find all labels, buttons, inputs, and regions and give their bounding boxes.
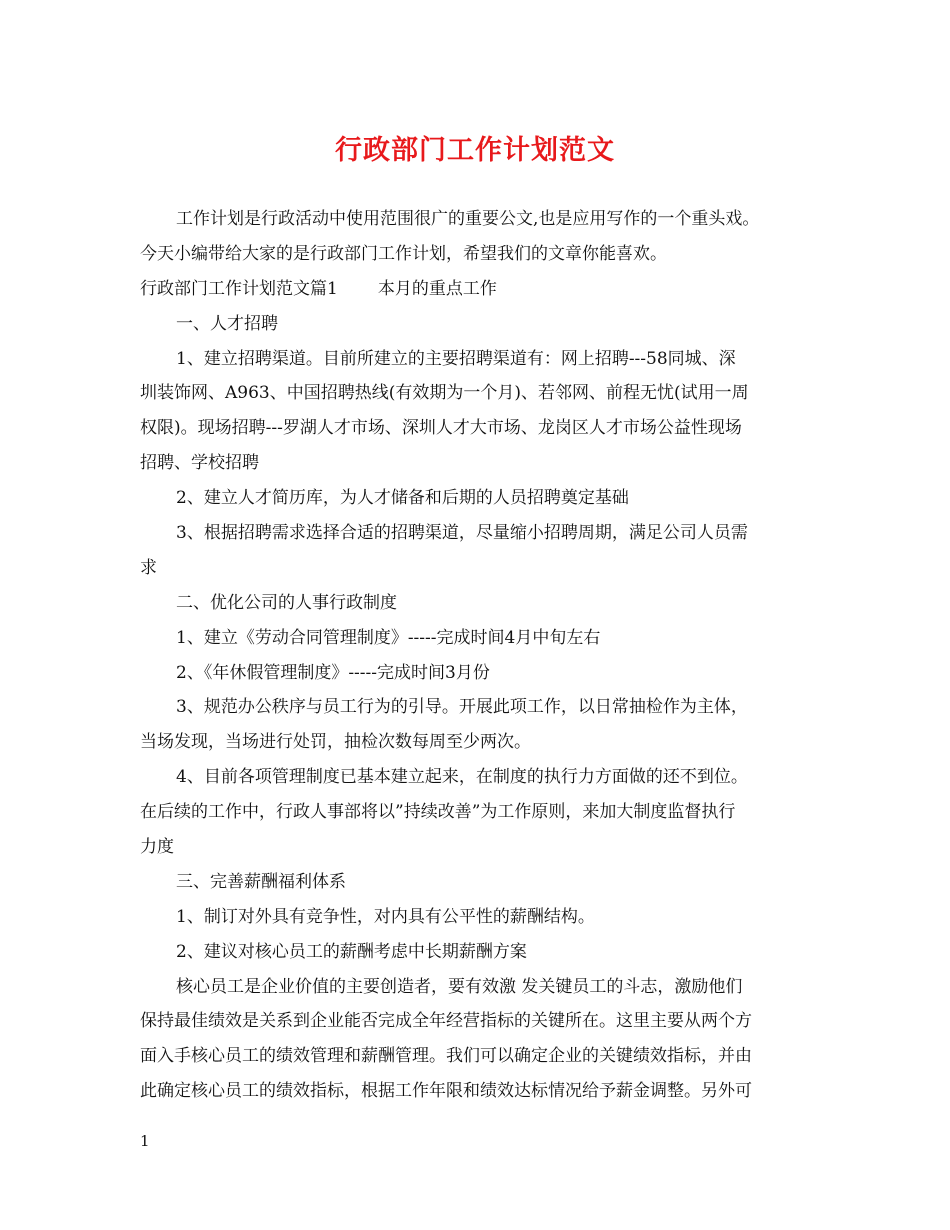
section-title: 二、优化公司的人事行政制度 xyxy=(176,592,397,613)
body-line: 保持最佳绩效是关系到企业能否完成全年经营指标的关键所在。这里主要从两个方 xyxy=(140,1011,752,1032)
body-line: 力度 xyxy=(140,837,174,858)
body-line: 1、建立《劳动合同管理制度》-----完成时间4月中旬左右 xyxy=(176,627,601,648)
section-subheading: 本月的重点工作 xyxy=(377,278,497,299)
body-line: 4、目前各项管理制度已基本建立起来，在制度的执行力方面做的还不到位。 xyxy=(176,767,748,788)
body-line: 1、建立招聘渠道。目前所建立的主要招聘渠道有：网上招聘---58同城、深 xyxy=(176,348,736,369)
section-title: 三、完善薪酬福利体系 xyxy=(176,871,346,892)
body-line: 2、建立人才简历库，为人才储备和后期的人员招聘奠定基础 xyxy=(176,488,629,509)
document-title: 行政部门工作计划范文 xyxy=(335,135,615,166)
body-line: 当场发现，当场进行处罚，抽检次数每周至少两次。 xyxy=(140,732,531,753)
body-line: 权限)。现场招聘---罗湖人才市场、深圳人才大市场、龙岗区人才市场公益性现场 xyxy=(140,418,742,439)
body-line: 圳装饰网、A963、中国招聘热线(有效期为一个月)、若邻网、前程无忧(试用一周 xyxy=(140,383,749,404)
body-line: 2、建议对核心员工的薪酬考虑中长期薪酬方案 xyxy=(176,941,527,962)
page-number: 1 xyxy=(140,1132,150,1150)
section-heading-line xyxy=(140,272,832,307)
document-body xyxy=(140,202,832,1109)
body-line: 此确定核心员工的绩效指标，根据工作年限和绩效达标情况给予薪金调整。另外可 xyxy=(140,1081,752,1102)
section-title: 一、人才招聘 xyxy=(176,313,278,334)
body-line: 3、规范办公秩序与员工行为的引导。开展此项工作，以日常抽检作为主体， xyxy=(176,697,748,718)
body-line: 核心员工是企业价值的主要创造者，要有效激 发关键员工的斗志，激励他们 xyxy=(176,976,743,997)
body-line: 招聘、学校招聘 xyxy=(140,453,259,474)
body-line: 求 xyxy=(140,557,157,578)
body-line: 在后续的工作中，行政人事部将以”持续改善”为工作原则，来加大制度监督执行 xyxy=(140,802,736,823)
body-line: 3、根据招聘需求选择合适的招聘渠道，尽量缩小招聘周期，满足公司人员需 xyxy=(176,523,748,544)
body-line: 面入手核心员工的绩效管理和薪酬管理。我们可以确定企业的关键绩效指标，并由 xyxy=(140,1046,752,1067)
body-line: 2、《年休假管理制度》-----完成时间3月份 xyxy=(176,662,490,683)
article-heading: 行政部门工作计划范文篇1 xyxy=(140,278,338,299)
body-line: 工作计划是行政活动中使用范围很广的重要公文,也是应用写作的一个重头戏。 xyxy=(176,209,760,229)
body-line: 今天小编带给大家的是行政部门工作计划，希望我们的文章你能喜欢。 xyxy=(140,243,667,264)
body-line: 1、制订对外具有竞争性，对内具有公平性的薪酬结构。 xyxy=(176,906,595,927)
